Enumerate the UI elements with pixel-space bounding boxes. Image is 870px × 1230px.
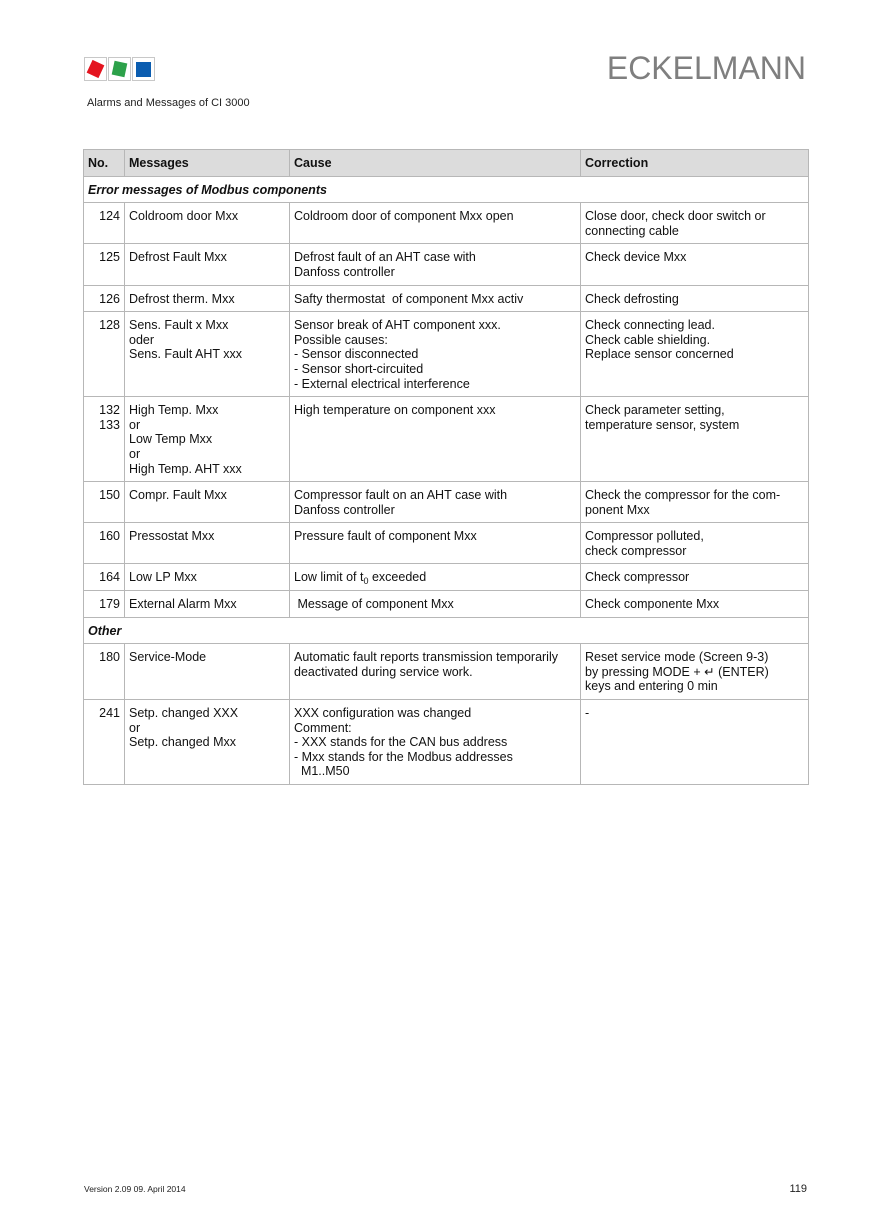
cell-line: Defrost fault of an AHT case with	[294, 250, 476, 265]
cell-cause	[290, 523, 581, 564]
cell-line: Replace sensor concerned	[585, 347, 734, 362]
page-number: 119	[789, 1183, 807, 1195]
cell-line: - Sensor short-circuited	[294, 361, 424, 376]
cell-correction	[581, 312, 809, 397]
cell-message	[125, 523, 290, 564]
cause-text-post: exceeded	[368, 570, 427, 585]
cell-line: check compressor	[585, 543, 687, 558]
cell-no	[84, 397, 125, 482]
cell-line: connecting cable	[585, 223, 679, 238]
cell-line: Defrost Fault Mxx	[129, 250, 227, 265]
cell-no	[84, 312, 125, 397]
cell-cause	[290, 700, 581, 785]
cell-line: High Temp. Mxx	[129, 403, 219, 418]
col-header-no: No.	[84, 150, 125, 177]
table-row	[84, 644, 809, 700]
cell-line	[294, 570, 576, 585]
cell-line: M1..M50	[294, 764, 350, 779]
cell-cause	[290, 591, 581, 618]
table-row	[84, 312, 809, 397]
cell-cause	[290, 644, 581, 700]
cell-line: Possible causes:	[294, 332, 388, 347]
cell-line: High Temp. AHT xxx	[129, 461, 242, 476]
table-row	[84, 244, 809, 285]
logo-cell-red	[84, 57, 107, 81]
cell-line: Close door, check door switch or	[585, 209, 766, 224]
cell-correction	[581, 397, 809, 482]
cell-line: - External electrical interference	[294, 376, 470, 391]
cell-cause	[290, 312, 581, 397]
cell-line: -	[585, 706, 590, 721]
cell-line: Danfoss controller	[294, 502, 395, 517]
table-row	[84, 700, 809, 785]
cell-line: temperature sensor, system	[585, 417, 740, 432]
cell-line: 133	[99, 417, 120, 432]
cell-line: - XXX stands for the CAN bus address	[294, 735, 508, 750]
cell-line: 132	[99, 403, 120, 418]
table-header-row	[84, 150, 809, 177]
cell-line: External Alarm Mxx	[129, 597, 237, 612]
cause-text-pre: Low limit of t	[294, 570, 364, 585]
cell-line: Service-Mode	[129, 650, 207, 665]
cell-message	[125, 203, 290, 244]
cell-line: Compr. Fault Mxx	[129, 488, 227, 503]
cell-message	[125, 591, 290, 618]
cell-line: Setp. changed Mxx	[129, 735, 237, 750]
table-row	[84, 397, 809, 482]
col-header-cause: Cause	[290, 150, 581, 177]
cause-subscript: 0	[363, 576, 369, 587]
cell-no	[84, 203, 125, 244]
cell-no	[84, 591, 125, 618]
col-header-messages: Messages	[125, 150, 290, 177]
cell-line: Check defrosting	[585, 291, 679, 306]
cell-line: 125	[99, 250, 120, 265]
cell-line: Sens. Fault x Mxx	[129, 318, 229, 333]
cell-line: or	[129, 417, 141, 432]
cell-no	[84, 285, 125, 312]
cell-line: Compressor polluted,	[585, 529, 704, 544]
cell-message	[125, 312, 290, 397]
cell-line: High temperature on component xxx	[294, 403, 496, 418]
red-diamond-icon	[85, 58, 106, 80]
cell-line: Danfoss controller	[294, 264, 395, 279]
cell-correction	[581, 203, 809, 244]
alarm-messages-table	[83, 149, 809, 785]
cell-line: 179	[99, 597, 120, 612]
section-header-row	[84, 617, 809, 644]
cell-line: Sensor break of AHT component xxx.	[294, 318, 501, 333]
cell-correction	[581, 244, 809, 285]
table-row	[84, 523, 809, 564]
cell-line: 126	[99, 291, 120, 306]
cell-line: Automatic fault reports transmission temporarily	[294, 650, 558, 665]
logo-cell-blue	[132, 57, 155, 81]
cell-line: Check compressor	[585, 570, 690, 585]
cell-line: Low Temp Mxx	[129, 432, 213, 447]
cell-line: Check cable shielding.	[585, 332, 711, 347]
brand-wordmark: ECKELMANN	[606, 50, 806, 86]
cell-line: Defrost therm. Mxx	[129, 291, 235, 306]
cell-cause	[290, 203, 581, 244]
table-body	[84, 176, 809, 784]
col-header-correction: Correction	[581, 150, 809, 177]
logo-cell-green	[108, 57, 131, 81]
cell-line: XXX configuration was changed	[294, 706, 472, 721]
cell-line: Comment:	[294, 720, 352, 735]
cell-line: - Mxx stands for the Modbus addresses	[294, 749, 513, 764]
cell-line: Check the compressor for the com-	[585, 488, 781, 503]
cell-line: or	[129, 446, 141, 461]
cell-no	[84, 564, 125, 591]
cell-no	[84, 523, 125, 564]
table-row	[84, 591, 809, 618]
cell-line: oder	[129, 332, 155, 347]
cell-message	[125, 244, 290, 285]
table-row	[84, 564, 809, 591]
cell-correction	[581, 482, 809, 523]
cell-line: keys and entering 0 min	[585, 679, 718, 694]
cell-message	[125, 700, 290, 785]
table-row	[84, 203, 809, 244]
cell-correction	[581, 644, 809, 700]
cell-line: Reset service mode (Screen 9-3)	[585, 650, 769, 665]
cell-correction	[581, 700, 809, 785]
cell-cause	[290, 244, 581, 285]
section-title: Error messages of Modbus components	[84, 176, 809, 203]
cell-line: Check parameter setting,	[585, 403, 725, 418]
cell-line: Check componente Mxx	[585, 597, 720, 612]
cell-cause	[290, 482, 581, 523]
cell-line: by pressing MODE + ↵ (ENTER)	[585, 664, 769, 679]
cell-cause	[290, 397, 581, 482]
section-title: Other	[84, 617, 809, 644]
cell-no	[84, 644, 125, 700]
document-subtitle: Alarms and Messages of CI 3000	[87, 97, 250, 109]
cell-line: or	[129, 720, 141, 735]
cell-line: 128	[99, 318, 120, 333]
cell-line: Setp. changed XXX	[129, 706, 239, 721]
section-header-row	[84, 176, 809, 203]
cell-message	[125, 397, 290, 482]
cell-correction	[581, 591, 809, 618]
cell-line: Safty thermostat of component Mxx activ	[294, 291, 524, 306]
table-row	[84, 482, 809, 523]
cell-message	[125, 564, 290, 591]
cell-line: - Sensor disconnected	[294, 347, 419, 362]
eckelmann-logo	[84, 57, 156, 83]
green-diamond-icon	[109, 58, 130, 80]
cell-line: Pressure fault of component Mxx	[294, 529, 477, 544]
cell-line: Check connecting lead.	[585, 318, 715, 333]
cell-line: ponent Mxx	[585, 502, 650, 517]
cell-no	[84, 244, 125, 285]
cell-line: 160	[99, 529, 120, 544]
cell-no	[84, 482, 125, 523]
blue-square-icon	[133, 58, 154, 80]
cell-line: deactivated during service work.	[294, 664, 473, 679]
cell-line: 180	[99, 650, 120, 665]
table-row	[84, 285, 809, 312]
cell-line: 164	[99, 570, 120, 585]
cell-line: Message of component Mxx	[294, 597, 454, 612]
cell-message	[125, 482, 290, 523]
cell-correction	[581, 564, 809, 591]
cell-line: Check device Mxx	[585, 250, 687, 265]
cell-line: Compressor fault on an AHT case with	[294, 488, 508, 503]
cell-line: 150	[99, 488, 120, 503]
cell-line: 124	[99, 209, 120, 224]
cell-line: Coldroom door of component Mxx open	[294, 209, 514, 224]
cell-line: Sens. Fault AHT xxx	[129, 347, 243, 362]
cell-message	[125, 644, 290, 700]
cell-line: Coldroom door Mxx	[129, 209, 239, 224]
cell-line: Low LP Mxx	[129, 570, 197, 585]
cell-correction	[581, 523, 809, 564]
cell-line: 241	[99, 706, 120, 721]
cell-cause	[290, 285, 581, 312]
cell-line: Pressostat Mxx	[129, 529, 215, 544]
cell-cause	[290, 564, 581, 591]
cell-no	[84, 700, 125, 785]
cell-correction	[581, 285, 809, 312]
cell-message	[125, 285, 290, 312]
footer-version: Version 2.09 09. April 2014	[84, 1184, 186, 1194]
